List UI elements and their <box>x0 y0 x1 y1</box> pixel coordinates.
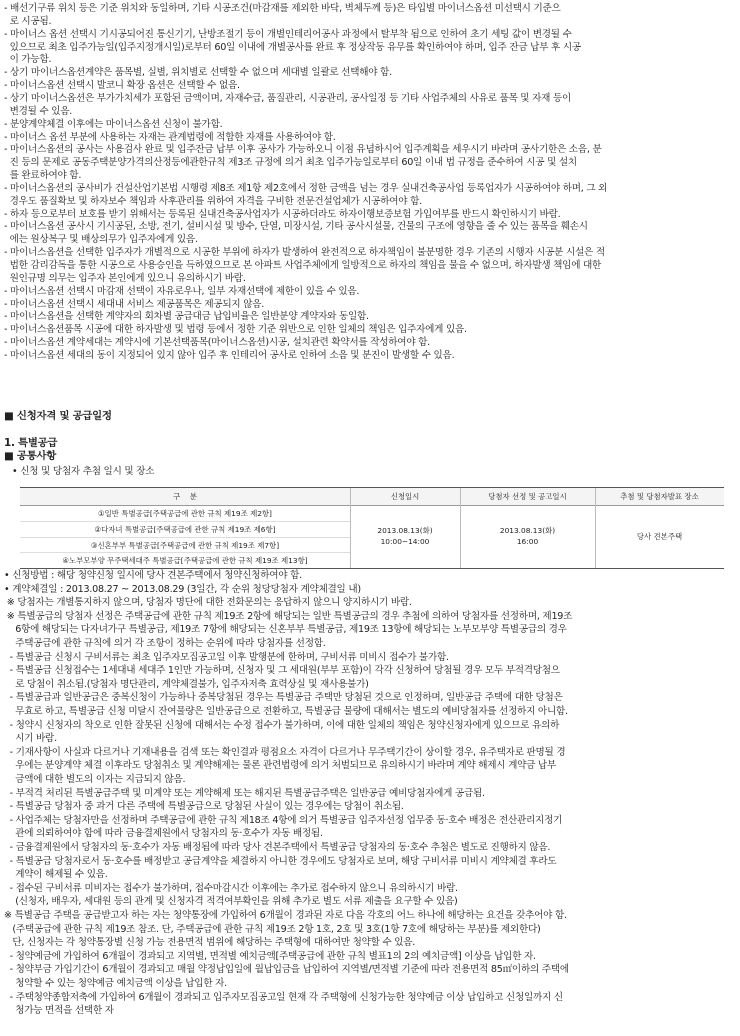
text-line: - 청약예금에 가입하여 6개월이 경과되고 지역별, 면적별 예치금액[주택공급에 관한 규칙 별표1의 2의 예치금액] 이상을 납입한 자. <box>4 950 536 962</box>
text-line: - 주택청약종합저축에 가입하여 6개월이 경과되고 입주자모집공고일 현재 각 주택형에 신청가능한 청약예금 이상 납입하고 신청일까지 신 <box>4 991 563 1003</box>
text-line: 를 완료하여야 함. <box>4 170 82 182</box>
section-title: ■ 신청자격 및 공급일정 <box>4 410 112 422</box>
text-line: (신청자, 배우자, 세대원 등의 관계 및 신청자격 적격여부확인을 위해 추가로 별도 서류 제출을 요구할 수 있음) <box>4 896 458 908</box>
text-line: 에는 원상복구 및 배상의무가 입주자에게 있음. <box>4 234 198 246</box>
text-line: - 금융결제원에서 당첨자의 동‧호수가 자동 배정됨에 따라 당사 견본주택에서 특별공급 당첨자의 동‧호수 추첨은 별도로 진행하지 않음. <box>4 842 551 853</box>
subsection-title: 1. 특별공급 <box>4 437 58 449</box>
text-line: 6항에 해당되는 다자녀가구 특별공급, 제19조 7항에 해당되는 신혼부부 특별공급, 제19조 13항에 해당되는 노부모부양 특별공급의 경우 <box>4 624 567 636</box>
select-date: 2013.08.13(화) <box>499 526 556 535</box>
text-line: - 마이너스 옵션 부분에 사용하는 자재는 관계법령에 적합한 자재를 사용하여야 함. <box>4 131 336 143</box>
text-line: - 특별공급 당첨자로서 동‧호수를 배정받고 공급계약을 체결하지 아니한 경우에도 당첨자로 보며, 해당 구비서류 미비시 계약체결 후라도 <box>4 855 557 867</box>
text-line: 계약이 해제될 수 있음. <box>4 869 108 881</box>
text-line: - 마이너스옵션 세대의 동이 지정되어 있지 않아 입주 후 인테리어 공사로 인하여 소음 및 분진이 발생할 수 있음. <box>4 349 455 361</box>
text-line: 이 가능함. <box>4 54 52 66</box>
table-row-2: ②다자녀 특별공급[주택공급에 관한 규칙 제19조 제6항] <box>94 525 276 534</box>
text-line: • 신청방법 : 해당 청약신청 일시에 당사 견본주택에서 청약신청하여야 함. <box>4 570 302 581</box>
text-line: - 마이너스옵션 선택시 세대내 서비스 제공품목은 제공되지 않음. <box>4 298 265 310</box>
text-line: 무효로 하고, 특별공급 신청 미달시 잔여물량은 일반공급으로 전환하고, 특별공급 물량에 대해서는 별도의 예비당첨자를 선정하지 아니함. <box>4 706 568 717</box>
text-line: 관에 의뢰하여야 함에 따라 금융결제원에서 당첨자의 동‧호수가 자동 배정됨. <box>4 828 323 840</box>
text-line: - 배선기구류 위치 등은 기준 위치와 동일하며, 기타 시공조건(마감재를 제외한 바닥, 벽체두께 등)은 타입별 마이너스옵션 미선택시 기준으 <box>4 3 561 14</box>
text-line: ※ 특별공급의 당첨자 선정은 주택공급에 관한 규칙 제19조 2항에 해당되는 일반 특별공급의 경우 추첨에 의하여 당첨자를 선정하며, 제19조 <box>4 610 573 622</box>
text-line: - 상기 마이너스옵션계약은 품목별, 실별, 위치별로 선택할 수 없으며 세대별 일괄로 선택해야 함. <box>4 67 392 79</box>
text-line: - 접수된 구비서류 미비자는 접수가 불가하며, 접수마감시간 이후에는 추가로 접수하지 않으니 유의하시기 바람. <box>4 882 458 894</box>
text-line: 청약할 수 있는 청약예금 예치금액 이상을 납입한 자. <box>4 978 227 989</box>
text-line: 시기 바람. <box>4 733 57 745</box>
text-line: 단, 신청자는 각 청약통장별 신청 가능 전용면적 범위에 해당하는 주택형에 대하여만 청약할 수 있음. <box>4 937 416 949</box>
text-line: - 마이너스옵션의 공사비가 건설산업기본법 시행령 제8조 제1항 제2호에서 정한 금액을 넘는 경우 실내건축공사업 등록업자가 시공하여야 하며, 그 외 <box>4 182 608 194</box>
text-line: 진 등의 문제로 공동주택분양가격의산정등에관한규칙 제3조 규정에 의거 최초 입주가능일로부터 60일 이내 법 규정을 준수하여 시공 및 설치 <box>4 157 577 169</box>
text-line: - 특별공급 당첨자 중 과거 다른 주택에 특별공급으로 당첨된 사실이 있는 경우에는 당첨이 취소됨. <box>4 801 404 813</box>
text-line: 로 당첨이 취소됨.(당첨자 명단관리, 계약체결불가, 입주자저축 효력상실 및 재사용불가) <box>4 678 369 690</box>
table-row-4: ④노부모부양 무주택세대주 특별공급[주택공급에 관한 규칙 제19조 제13항] <box>62 556 308 565</box>
table-header-select: 당첨자 선정 및 공고일시 <box>488 492 567 501</box>
text-line: 청가능 면적을 선택한 자 <box>4 1005 114 1017</box>
announcement-place: 당사 견본주택 <box>636 532 683 541</box>
table-row-1: ①일반 특별공급[주택공급에 관한 규칙 제19조 제2항] <box>98 509 272 518</box>
text-line: ※ 특별공급 주택을 공급받고자 하는 자는 청약통장에 가입하여 6개월이 경과된 자로 다음 각호의 어느 하나에 해당하는 요건을 갖추어야 함. <box>4 910 567 921</box>
text-line: 경우도 품질확보 및 하자보수 책임과 사후관리를 위하여 자격을 구비한 전문건설업체가 시공하여야 함. <box>4 195 422 207</box>
text-line: - 마이너스옵션을 선택한 입주자가 개별적으로 시공한 부위에 하자가 발생하여 완전적으로 하자책임이 불분명한 경우 기존의 시행자 시공분 시설은 적 <box>4 247 605 259</box>
text-line: 금액에 대한 별도의 이자는 지급되지 않음. <box>4 774 186 785</box>
text-line: - 사업주체는 당첨자만을 선정하며 주택공급에 관한 규칙 제18조 4항에 의거 특별공급 입주자선정 업무중 동‧호수 배정은 전산관리지정기 <box>4 814 563 826</box>
text-line: - 마이너스옵션 계약세대는 계약시에 기본선택품목(마이너스옵션)시공, 설치관련 확약서를 작성하여야 함. <box>4 337 430 349</box>
text-line: (주택공급에 관한 규칙 제19조 참조. 단, 주택공급에 관한 규칙 제19조 2항 1호, 2호 및 3호(1항 7호에 해당하는 부분)를 제외한다) <box>4 923 541 935</box>
table-row-3: ③신혼부부 특별공급[주택공급에 관한 규칙 제19조 제7항] <box>90 541 280 550</box>
table-header-place: 추첨 및 당첨자발표 장소 <box>620 492 699 501</box>
text-line: - 상기 마이너스옵션은 부가가치세가 포함된 금액이며, 자재수급, 품질관리, 시공관리, 공사일정 등 기타 사업주체의 사유로 품목 및 자재 등이 <box>4 92 571 104</box>
text-line: - 마이너스옵션을 선택한 계약자의 회차별 공급대금 납입비율은 일반분양 계약자와 동일함. <box>4 311 369 323</box>
text-line: 변경될 수 있음. <box>4 105 73 117</box>
text-line: - 기재사항이 사실과 다르거나 기재내용을 검색 또는 확인결과 평점요소 자격이 다르거나 무주택기간이 상이할 경우, 유주택자로 판명될 경 <box>4 746 566 758</box>
apply-date: 2013.08.13(화) <box>377 526 433 535</box>
text-line: - 마이너스 옵션 선택시 기시공되어진 통신기기, 난방조절기 등이 개별인테리어공사 과정에서 탈부착 됨으로 인하여 초기 세팅 값이 변경될 수 <box>4 28 572 40</box>
text-line: - 청약시 신청자의 착오로 인한 잘못된 신청에 대해서는 수정 접수가 불가하며, 이에 대한 일체의 책임은 청약신청자에게 있으므로 유의하 <box>4 719 560 731</box>
text-line: - 특별공급 신청시 구비서류는 최초 입주자모집공고일 이후 발행분에 한하며, 구비서류 미비시 접수가 불가함. <box>4 651 449 663</box>
text-line: 원인규명 의무는 입주자 본인에게 있으니 유의하시기 바람. <box>4 272 246 284</box>
text-line: - 마이너스옵션품목 시공에 대한 하자발생 및 법령 등에서 정한 기준 위반으로 인한 일체의 책임은 입주자에게 있음. <box>4 324 467 336</box>
text-line: - 마이너스옵션 선택시 마감재 선택이 자유로우나, 일부 자재선택에 제한이 있을 수 있음. <box>4 285 360 297</box>
text-line: - 마이너스옵션 선택시 발코니 확장 옵션은 선택할 수 없음. <box>4 80 240 92</box>
text-line: ※ 당첨자는 개별통지하지 않으며, 당첨자 명단에 대한 전화문의는 응답하지 않으니 양지하시기 바람. <box>4 597 412 609</box>
text-line: 주택공급에 관한 규칙에 의거 각 조항이 정하는 순위에 따라 당첨자를 선정함. <box>4 638 326 649</box>
text-line: 우에는 분양계약 체결 이후라도 당첨취소 및 계약해제는 물론 관련법령에 의거 처벌되므로 유의하시기 바라며 계약 해제시 계약금 납부 <box>4 760 556 772</box>
schedule-bullet: • 신청 및 당첨자 추첨 일시 및 장소 <box>12 466 155 477</box>
table-header-category: 구 분 <box>173 492 197 501</box>
text-line: - 마이너스옵션 공사시 기시공된, 소방, 전기, 설비시설 및 방수, 단열, 미장시설, 기타 공사시설물, 건물의 구조에 영향을 줄 수 있는 품목을 훼손시 <box>4 221 588 233</box>
text-line: - 특별공급 신청접수는 1세대내 세대주 1인만 가능하며, 신청자 및 그 세대원(부부 포함)이 각각 신청하여 당첨될 경우 모두 부적격당첨으 <box>4 665 560 677</box>
text-line: - 부적격 처리된 특별공급주택 및 미계약 또는 계약해제 또는 해지된 특별공급주택은 일반공급 예비당첨자에게 공급됨. <box>4 787 485 799</box>
select-time: 16:00 <box>516 537 539 546</box>
text-line: • 계약체결일 : 2013.08.27 ~ 2013.08.29 (3일간, 각 순위 청당당첨자 계약체결일 내) <box>4 583 361 595</box>
text-line: - 청약부금 가입기간이 6개월이 경과되고 매월 약정납입일에 월납입금을 납입하여 지역별/면적별 기준에 따라 전용면적 85㎡이하의 주택에 <box>4 964 569 976</box>
text-line: - 특별공급과 일반공급은 중복신청이 가능하나 중복당첨된 경우는 특별공급 주택만 당첨된 것으로 인정하며, 일반공급 주택에 대한 당첨은 <box>4 692 563 704</box>
text-line: - 마이너스옵션의 공사는 사용검사 완료 및 입주잔금 납부 이후 공사가 가능하오니 이점 유념하시어 입주계획을 세우시기 바라며 공사기한은 소음, 분 <box>4 144 602 156</box>
schedule-table <box>20 487 724 569</box>
subsub-title: ■ 공통사항 <box>4 450 57 462</box>
text-line: 있으므로 최초 입주가능일(입주지정개시일)로부터 60일 이내에 개별공사를 완료 후 정상작동 유무를 확인하여야 하며, 입주 잔금 납부 후 시공 <box>4 41 581 53</box>
apply-time: 10:00~14:00 <box>380 537 430 546</box>
text-line: - 분양계약체결 이후에는 마이너스옵션 신청이 불가함. <box>4 118 223 130</box>
text-line: - 하자 등으로부터 보호를 받기 위해서는 등록된 실내건축공사업자가 시공하더라도 하자이행보증보험 가입여부를 반드시 확인하시기 바람. <box>4 208 561 220</box>
text-line: 로 시공됨. <box>4 15 52 27</box>
table-header-apply: 신청일시 <box>390 492 420 501</box>
text-line: 법한 감리감독을 통한 시공으로 사용승인을 득하였으므로 본 아파트 사업주체에게 일방적으로 하자의 책임을 물을 수 없으며, 하자발생 책임에 대한 <box>4 260 602 271</box>
